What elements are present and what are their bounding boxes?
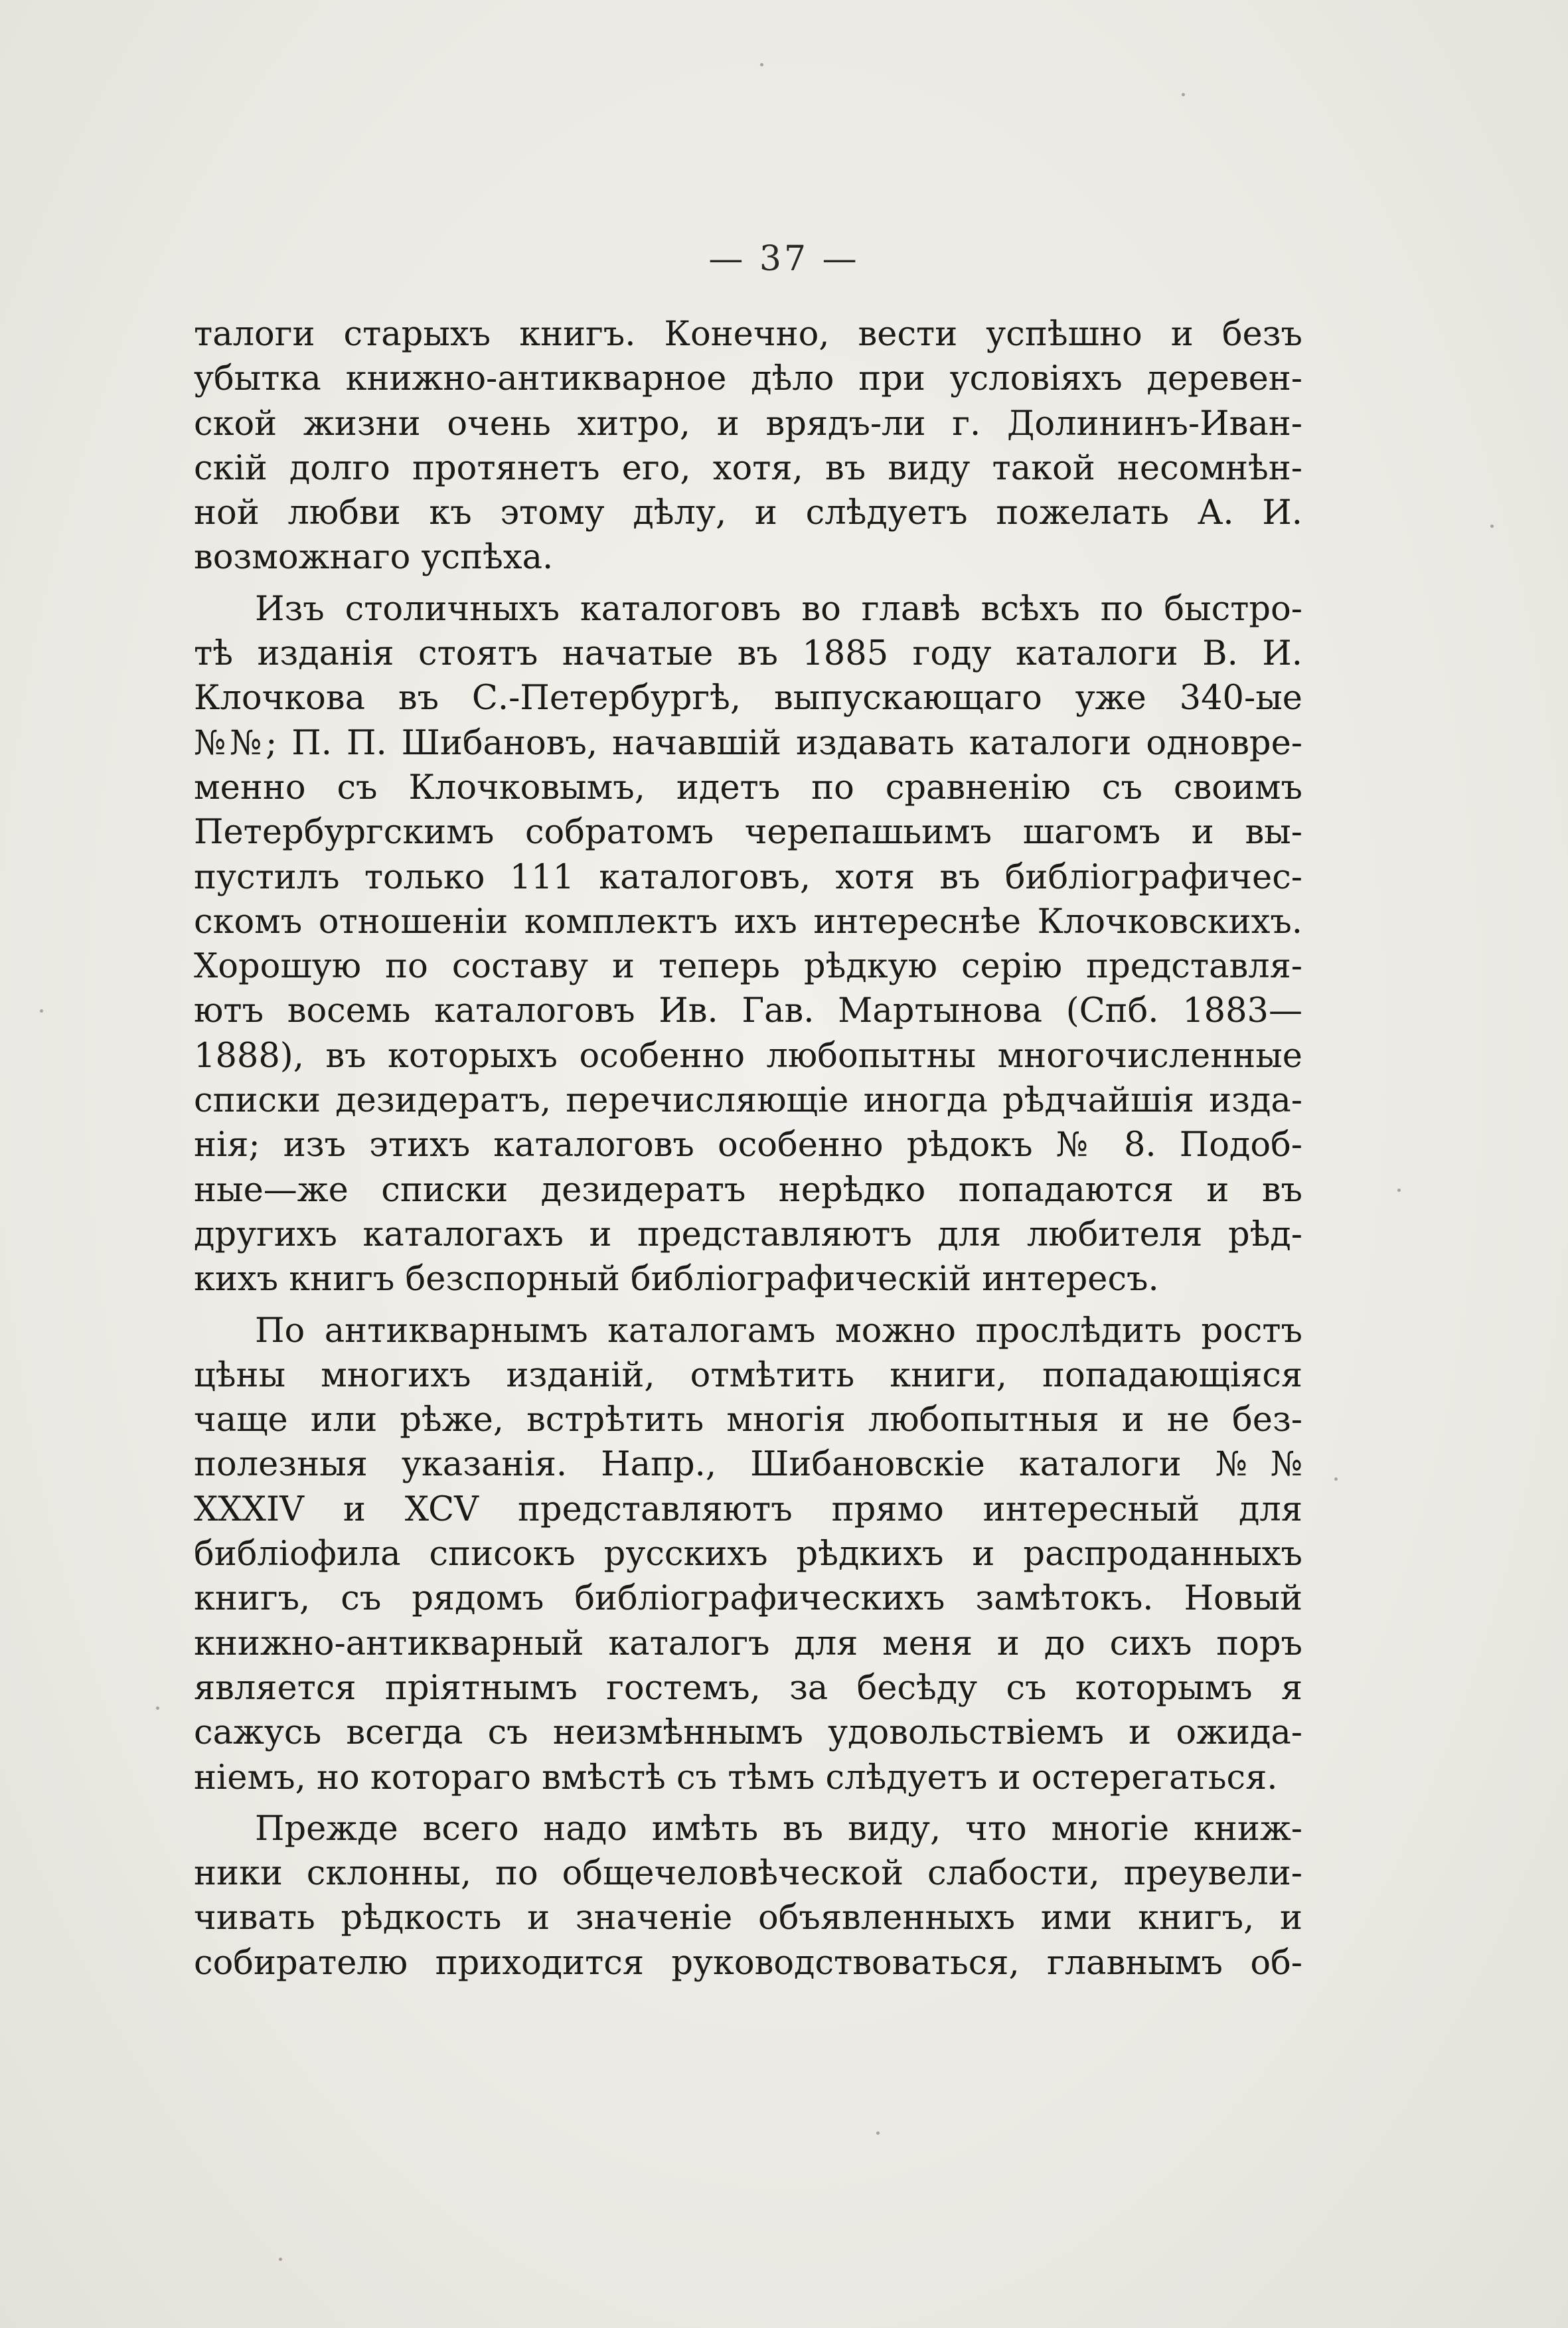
- text-line: чивать рѣдкость и значенiе объявленныхъ ими книгъ, и: [194, 1898, 1302, 1938]
- page-number: — 37 —: [708, 239, 860, 279]
- text-line: XXXIV и XCV представляютъ прямо интересный для: [194, 1489, 1302, 1529]
- text-line: менно съ Клочковымъ, идетъ по сравненiю съ своимъ: [194, 768, 1302, 807]
- paper-speck: [876, 2131, 880, 2135]
- text-line: скомъ отношенiи комплектъ ихъ интереснѣе Клочковскихъ.: [194, 902, 1302, 942]
- text-line: цѣны многихъ изданiй, отмѣтить книги, попадающiяся: [194, 1355, 1302, 1395]
- paragraph-3: [194, 1309, 1302, 1800]
- paragraph-gap: [194, 1302, 1302, 1309]
- paper-speck: [1397, 1189, 1401, 1192]
- text-line: пустилъ только 111 каталоговъ, хотя въ библiографичес-: [194, 857, 1302, 897]
- text-line: полезныя указанiя. Напр., Шибановскiе каталоги №№: [194, 1445, 1302, 1485]
- text-line: Петербургскимъ собратомъ черепашьимъ шагомъ и вы-: [194, 813, 1302, 853]
- text-line: кихъ книгъ безспорный библiографическiй интересъ.: [194, 1260, 1159, 1299]
- text-line: ники склонны, по общечеловѣческой слабости, преувели-: [194, 1854, 1302, 1894]
- paper-speck: [279, 2258, 282, 2261]
- paper-speck: [1490, 525, 1494, 528]
- text-line: По антикварнымъ каталогамъ можно прослѣдить ростъ: [255, 1311, 1302, 1351]
- paper-speck: [156, 1706, 159, 1710]
- text-line: №№; П. П. Шибановъ, начавшiй издавать каталоги одновре-: [194, 723, 1302, 763]
- text-line: собирателю приходится руководствоваться, главнымъ об-: [194, 1943, 1302, 1983]
- paragraph-1: [194, 312, 1302, 580]
- paragraph-gap: [194, 1800, 1302, 1807]
- paper-speck: [40, 1009, 43, 1013]
- text-line: скiй долго протянетъ его, хотя, въ виду такой несомнѣн-: [194, 448, 1302, 488]
- text-line: Хорошую по составу и теперь рѣдкую серiю представля-: [194, 947, 1302, 987]
- text-line: талоги старыхъ книгъ. Конечно, вести успѣшно и безъ: [194, 315, 1302, 354]
- text-line: списки дезидератъ, перечисляющiе иногда рѣдчайшiя изда-: [194, 1081, 1302, 1121]
- text-line: библiофила списокъ русскихъ рѣдкихъ и распроданныхъ: [194, 1535, 1302, 1574]
- text-line: убытка книжно-антикварное дѣло при условiяхъ деревен-: [194, 359, 1302, 399]
- text-line: книжно-антикварный каталогъ для меня и до сихъ поръ: [194, 1623, 1302, 1663]
- paper-speck: [1182, 93, 1185, 96]
- paragraph-4: [194, 1807, 1302, 1985]
- text-line: Изъ столичныхъ каталоговъ во главѣ всѣхъ по быстро-: [255, 589, 1302, 629]
- text-line: ной любви къ этому дѣлу, и слѣдуетъ пожелать А. И.: [194, 493, 1302, 533]
- text-line: является прiятнымъ гостемъ, за бесѣду съ которымъ я: [194, 1668, 1302, 1708]
- text-line: ютъ восемь каталоговъ Ив. Гав. Мартынова (Спб. 1883—: [194, 991, 1302, 1031]
- text-line: чаще или рѣже, встрѣтить многiя любопытныя и не без-: [194, 1400, 1302, 1440]
- text-line: Прежде всего надо имѣть въ виду, что многiе книж-: [255, 1809, 1302, 1849]
- text-line: Клочкова въ С.-Петербургѣ, выпускающаго уже 340-ые: [194, 679, 1302, 718]
- paper-speck: [760, 63, 763, 66]
- text-line: книгъ, съ рядомъ библiографическихъ замѣтокъ. Новый: [194, 1579, 1302, 1619]
- text-line: нiемъ, но котораго вмѣстѣ съ тѣмъ слѣдуетъ и остерегаться.: [194, 1758, 1278, 1797]
- body-text: [194, 312, 1302, 1985]
- text-line: возможнаго успѣха.: [194, 538, 554, 578]
- text-line: нiя; изъ этихъ каталоговъ особенно рѣдокъ № 8. Подоб-: [194, 1125, 1302, 1165]
- text-line: ные—же списки дезидератъ нерѣдко попадаются и въ: [194, 1170, 1302, 1210]
- paragraph-gap: [194, 580, 1302, 587]
- paper-speck: [1334, 1477, 1338, 1481]
- text-line: сажусь всегда съ неизмѣннымъ удовольствiемъ и ожида-: [194, 1713, 1302, 1753]
- text-line: 1888), въ которыхъ особенно любопытны многочисленные: [194, 1036, 1302, 1076]
- text-line: тѣ изданiя стоятъ начатые въ 1885 году каталоги В. И.: [194, 634, 1302, 674]
- text-line: ской жизни очень хитро, и врядъ-ли г. Долининъ-Иван-: [194, 404, 1302, 444]
- text-line: другихъ каталогахъ и представляютъ для любителя рѣд-: [194, 1214, 1302, 1254]
- paragraph-2: [194, 587, 1302, 1302]
